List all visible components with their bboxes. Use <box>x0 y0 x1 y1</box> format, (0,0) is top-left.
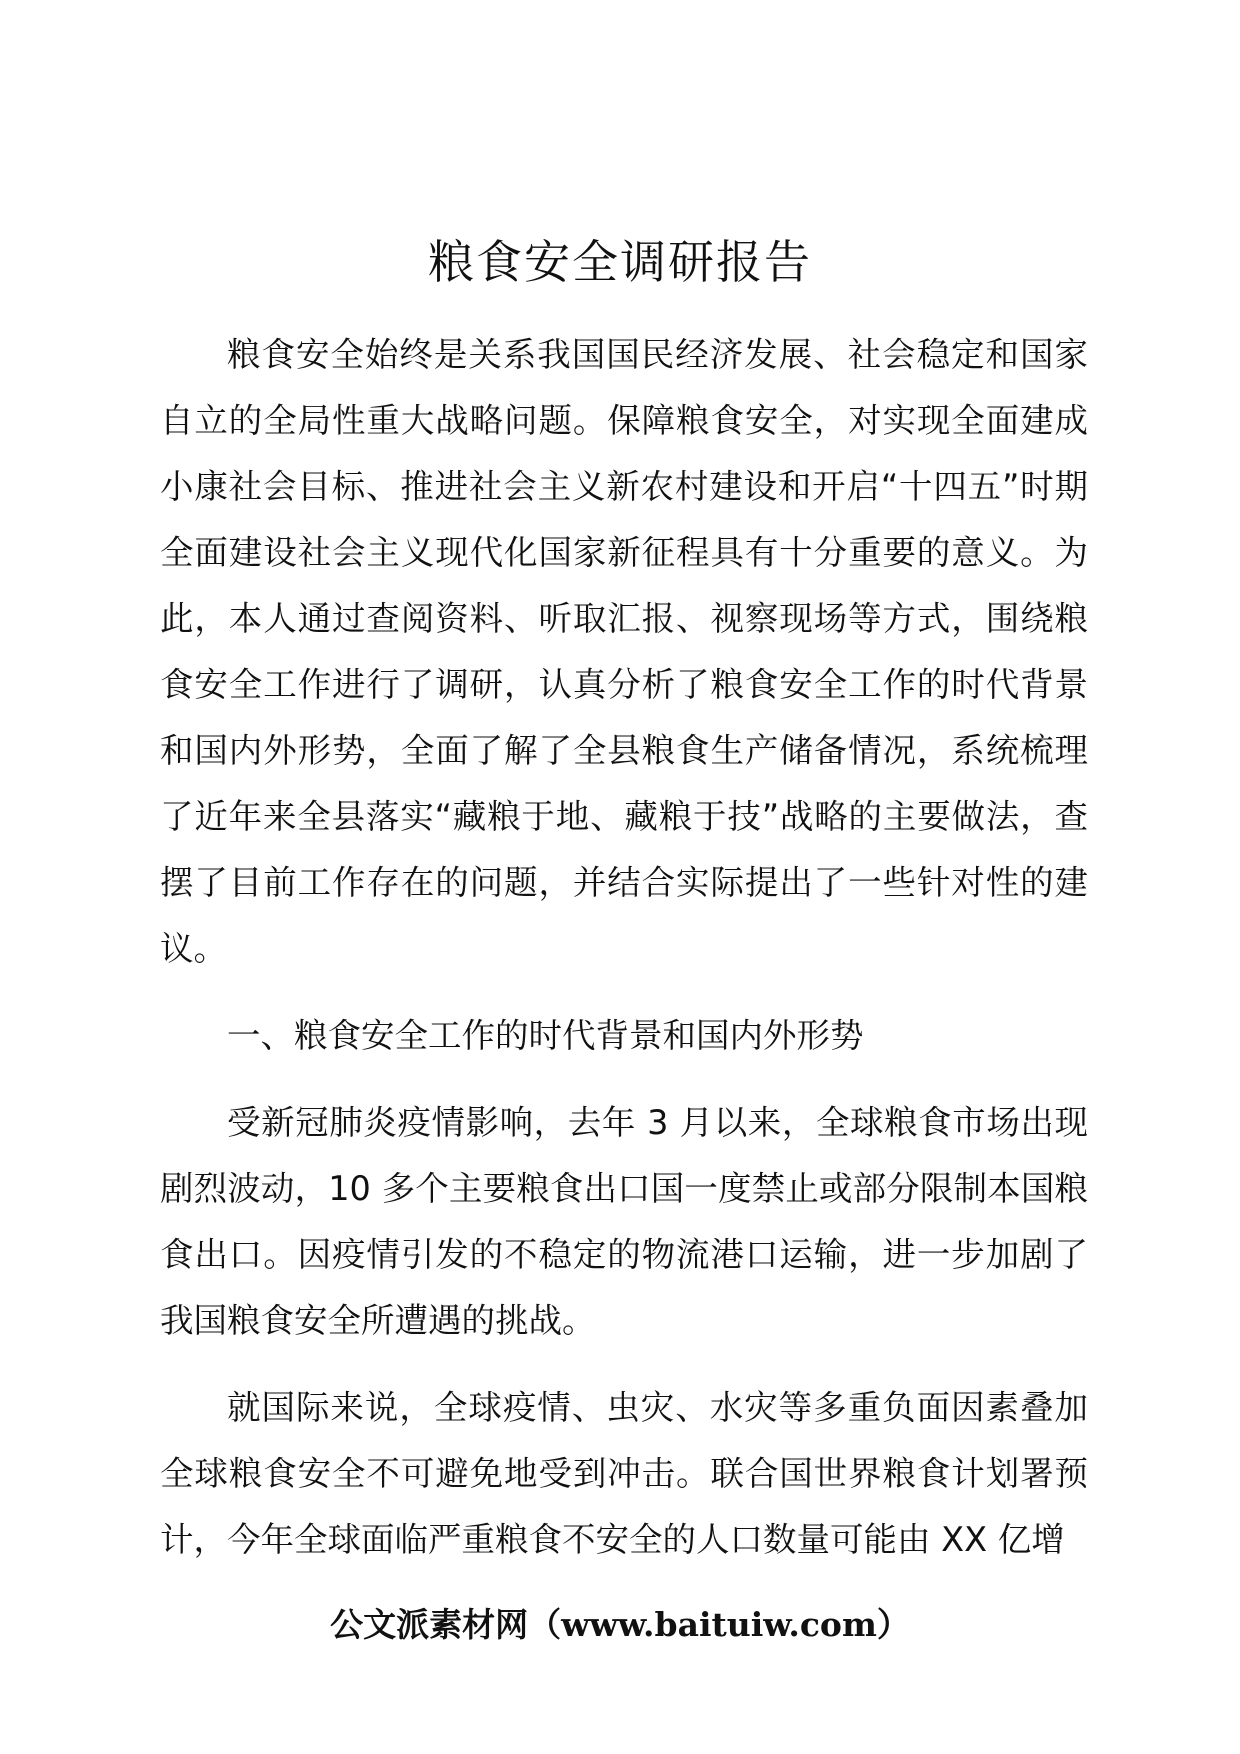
document-body <box>160 322 1088 1573</box>
document-title: 粮食安全调研报告 <box>428 235 812 289</box>
paragraph-3: 就国际来说，全球疫情、虫灾、水灾等多重负面因素叠加全球粮食安全不可避免地受到冲击。联合国世界粮食计划署预计，今年全球面临严重粮食不安全的人口数量可能由 XX 亿增 <box>160 1388 1088 1559</box>
intro-paragraph: 粮食安全始终是关系我国国民经济发展、社会稳定和国家自立的全局性重大战略问题。保障粮食安全，对实现全面建成小康社会目标、推进社会主义新农村建设和开启“十四五”时期全面建设社会主义现代化国家新征程具有十分重要的意义。为此，本人通过查阅资料、听取汇报、视察现场等方式，围绕粮食安全工作进行了调研，认真分析了粮食安全工作的时代背景和国内外形势，全面了解了全县粮食生产储备情况，系统梳理了近年来全县落实“藏粮于地、藏粮于技”战略的主要做法，查摆了目前工作存在的问题，并结合实际提出了一些针对性的建议。 <box>160 335 1088 968</box>
paragraph-2: 受新冠肺炎疫情影响，去年 3 月以来，全球粮食市场出现剧烈波动，10 多个主要粮食出口国一度禁止或部分限制本国粮食出口。因疫情引发的不稳定的物流港口运输，进一步加剧了我国粮食安全所遭遇的挑战。 <box>160 1103 1088 1340</box>
section-heading-1: 一、粮食安全工作的时代背景和国内外形势 <box>227 1016 864 1055</box>
footer-watermark: 公文派素材网（www.baituiw.com） <box>330 1605 910 1644</box>
